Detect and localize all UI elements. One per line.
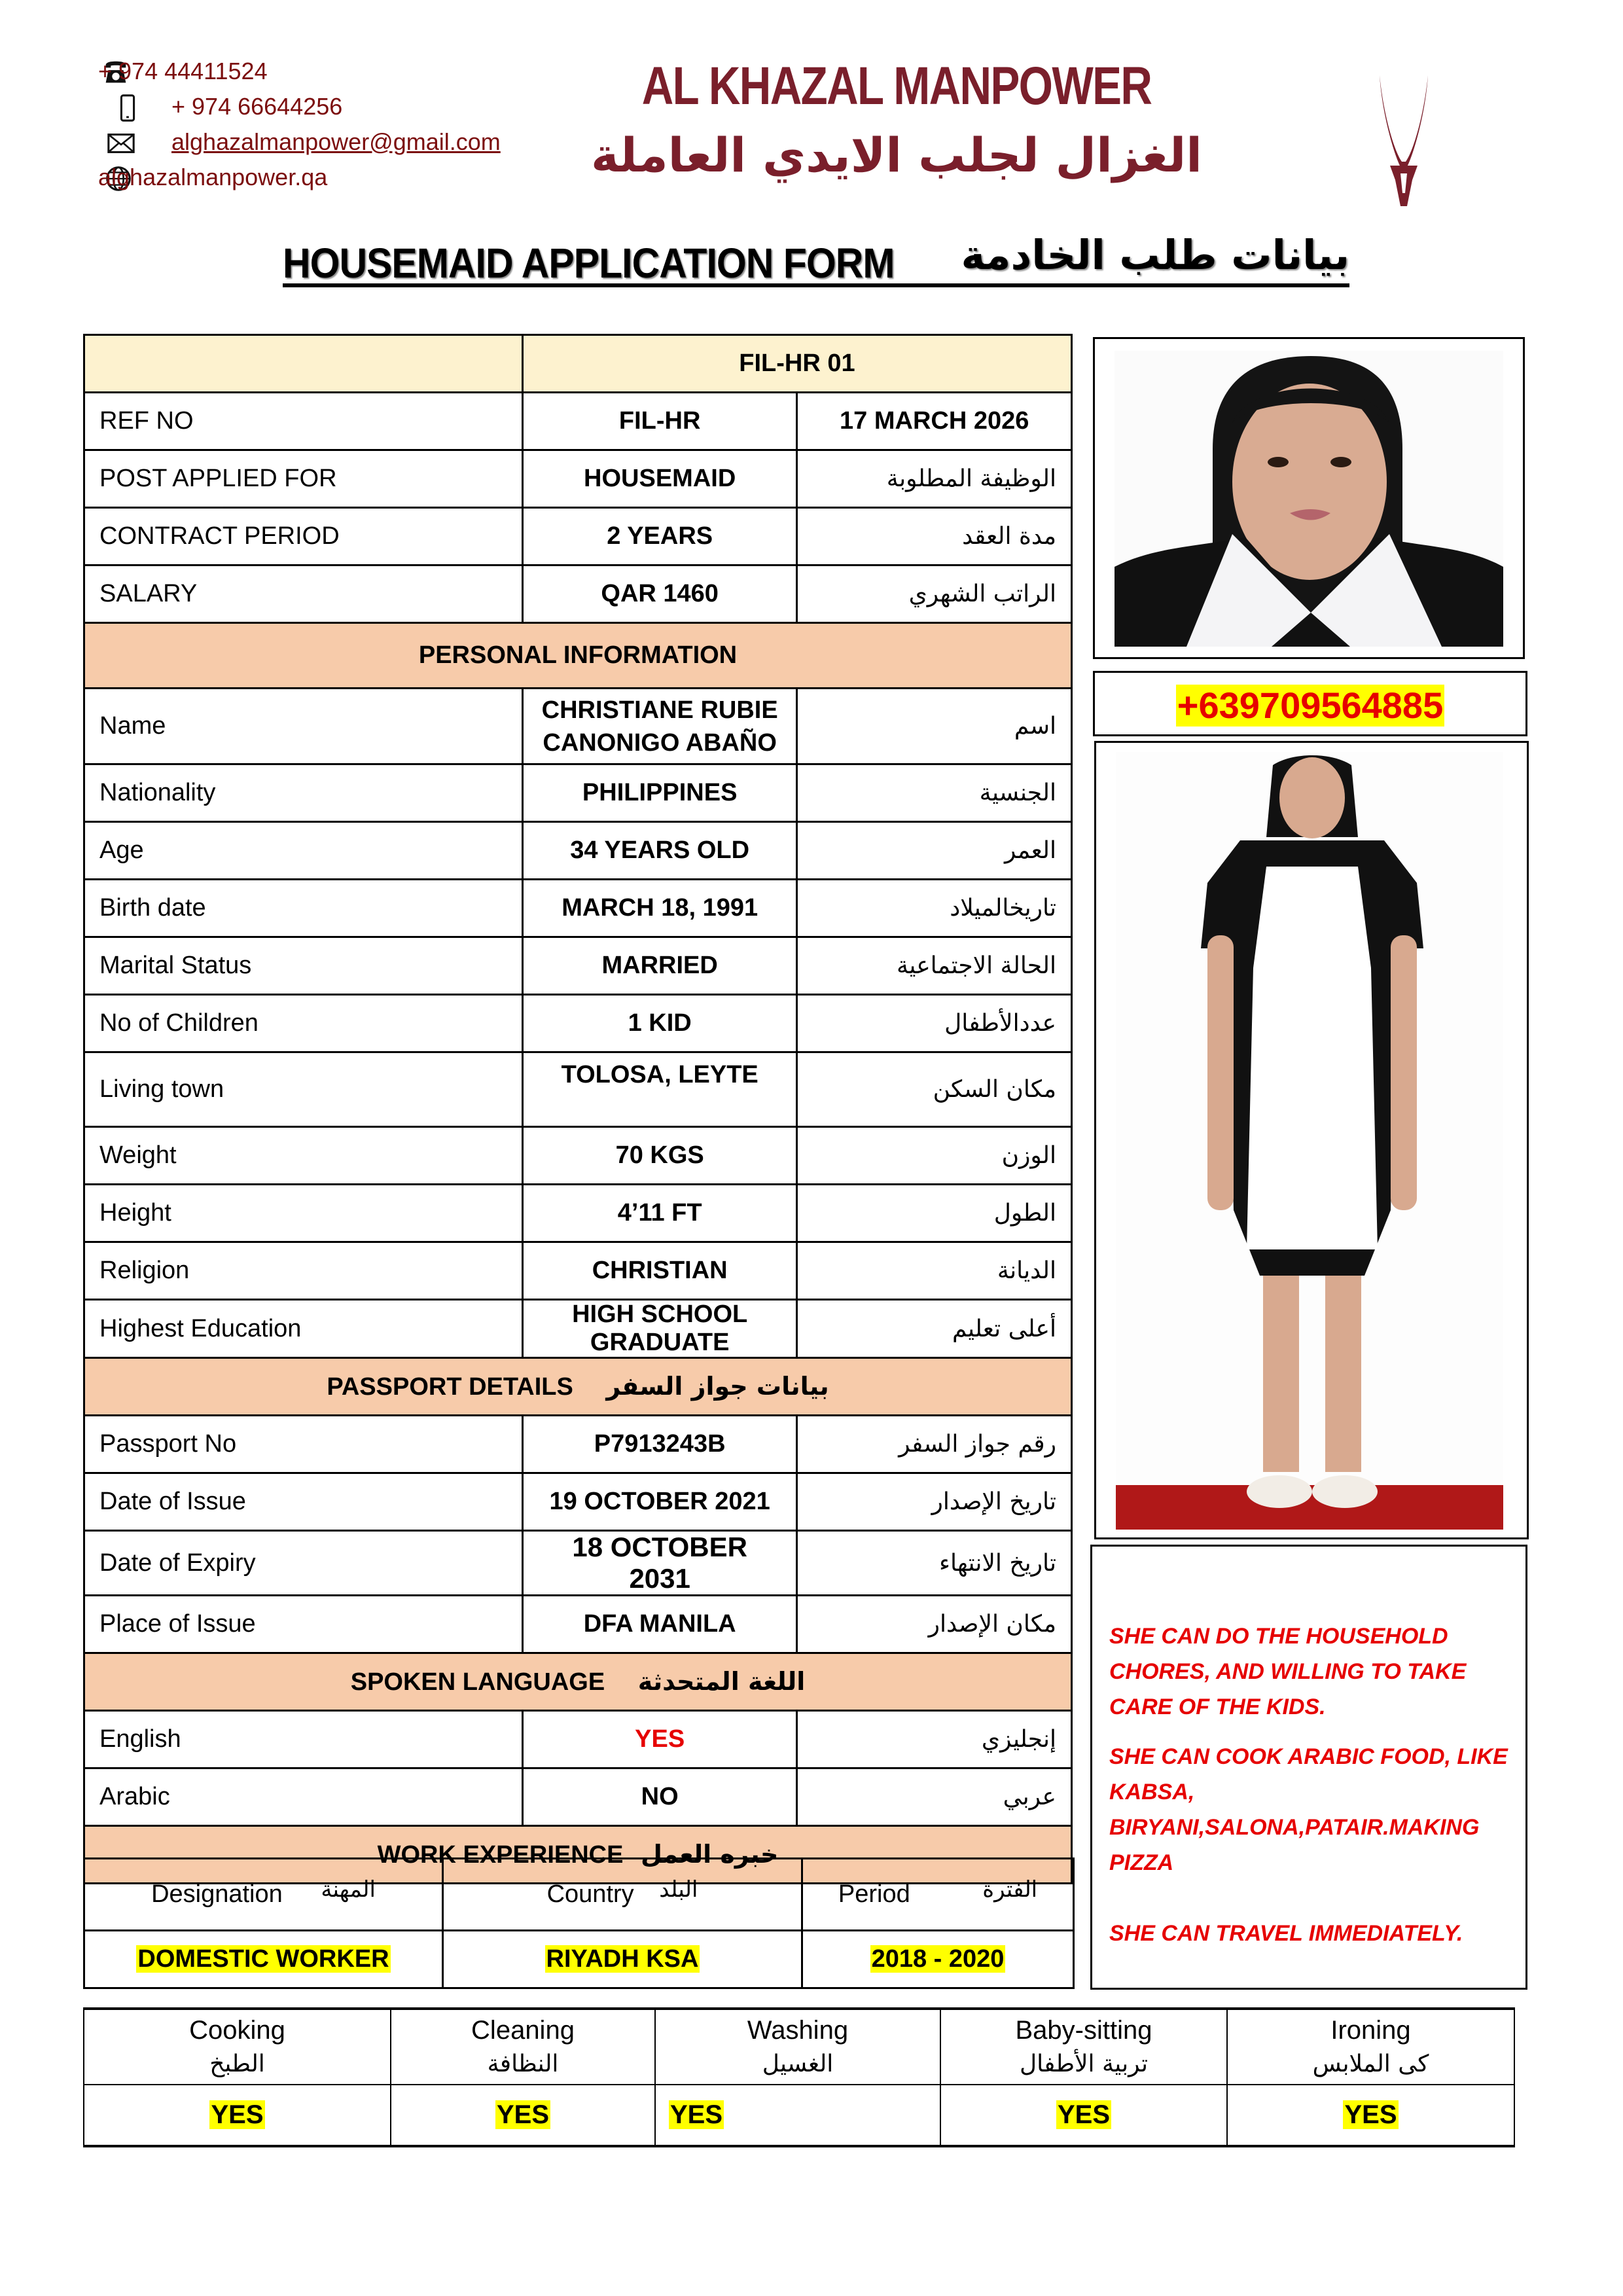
company-name-ar: الغزال لجلب الايدي العاملة — [591, 128, 1202, 183]
contact-block — [98, 54, 596, 195]
form-title-en: HOUSEMAID APPLICATION FORM — [283, 240, 895, 287]
header-ar: الفترة — [982, 1876, 1038, 1903]
expiry-date-label-ar: تاريخ الانتهاء — [797, 1531, 1072, 1596]
height-value: 4’11 FT — [522, 1185, 797, 1242]
salary-label-ar: الراتب الشهري — [797, 565, 1072, 623]
arabic-label-ar: عربي — [797, 1768, 1072, 1826]
issue-date-label: Date of Issue — [84, 1473, 523, 1531]
weight-label-ar: الوزن — [797, 1127, 1072, 1185]
marital-status-label-ar: الحالة الاجتماعية — [797, 937, 1072, 995]
issue-place-value: DFA MANILA — [522, 1596, 797, 1653]
living-town-value: TOLOSA, LEYTE — [522, 1052, 797, 1127]
envelope-icon — [106, 128, 136, 158]
table-row — [84, 937, 1072, 995]
table-row — [84, 1052, 1072, 1127]
height-label: Height — [84, 1185, 523, 1242]
issue-place-label-ar: مكان الإصدار — [797, 1596, 1072, 1653]
ref-row — [84, 393, 1072, 450]
marital-status-value: MARRIED — [522, 937, 797, 995]
form-code: FIL-HR 01 — [522, 335, 1071, 393]
skill-label-ar: تربية الأطفال — [1019, 2050, 1149, 2077]
children-label: No of Children — [84, 995, 523, 1052]
skill-label-ar: كى الملابس — [1312, 2050, 1429, 2077]
remark-2: SHE CAN COOK ARABIC FOOD, LIKE KABSA, BIRYANI,SALONA,PATAIR.MAKING PIZZA — [1109, 1744, 1508, 1875]
form-title — [283, 231, 1349, 287]
arabic-label: Arabic — [84, 1768, 523, 1826]
header-ar: المهنة — [321, 1876, 376, 1903]
section-title: PERSONAL INFORMATION — [84, 623, 1072, 689]
header-en: Country — [546, 1880, 634, 1908]
skill-ironing-header — [1227, 2009, 1514, 2085]
table-row — [84, 1711, 1072, 1768]
table-row — [84, 764, 1072, 822]
expiry-date-label: Date of Expiry — [84, 1531, 523, 1596]
form-title-ar: بيانات طلب الخادمة — [961, 231, 1349, 279]
name-line-2: CANONIGO ABAÑO — [543, 728, 777, 757]
birthdate-label-ar: تاريخالميلاد — [797, 880, 1072, 937]
skill-cooking-header — [84, 2009, 391, 2085]
birthdate-label: Birth date — [84, 880, 523, 937]
name-label-ar: اسم — [797, 689, 1072, 764]
section-passport-details — [84, 1358, 1072, 1416]
candidate-phone-box — [1093, 671, 1527, 736]
applicant-full-body-photo — [1116, 752, 1503, 1530]
mobile-row — [98, 89, 596, 124]
skill-cooking-value — [84, 2085, 391, 2146]
section-spoken-language — [84, 1653, 1072, 1711]
table-row — [84, 995, 1072, 1052]
skill-ironing-value — [1227, 2085, 1514, 2146]
section-personal-information — [84, 623, 1072, 689]
empty-cell — [84, 335, 523, 393]
skills-header-row — [84, 2009, 1514, 2085]
email-link[interactable]: alghazalmanpower@gmail.com — [171, 128, 501, 155]
work-header-row — [84, 1859, 1074, 1931]
english-value: YES — [522, 1711, 797, 1768]
section-title-ar: خبره العمل — [641, 1840, 779, 1869]
skill-babysitting-value — [940, 2085, 1227, 2146]
table-row — [84, 880, 1072, 937]
period-value: 2018 - 2020 — [871, 1945, 1005, 1973]
post-value: HOUSEMAID — [522, 450, 797, 508]
nationality-label-ar: الجنسية — [797, 764, 1072, 822]
designation-cell — [84, 1931, 443, 1988]
skill-washing-value — [655, 2085, 940, 2146]
table-row — [84, 1242, 1072, 1300]
remark-3: SHE CAN TRAVEL IMMEDIATELY. — [1109, 1921, 1463, 1946]
mobile-phone-icon — [113, 93, 143, 123]
header-ar: البلد — [659, 1876, 698, 1903]
post-label: POST APPLIED FOR — [84, 450, 523, 508]
form-code-row — [84, 335, 1072, 393]
table-row — [84, 1531, 1072, 1596]
company-brand — [569, 54, 1224, 191]
table-row — [84, 1185, 1072, 1242]
period-cell — [802, 1931, 1074, 1988]
table-row — [84, 1473, 1072, 1531]
skills-value-row — [84, 2085, 1514, 2146]
post-label-ar: الوظيفة المطلوبة — [797, 450, 1072, 508]
header-en: Period — [838, 1880, 910, 1908]
arabic-value: NO — [522, 1768, 797, 1826]
passport-no-label-ar: رقم جواز السفر — [797, 1416, 1072, 1473]
company-name-en: AL KHAZAL MANPOWER — [641, 56, 1152, 116]
landline-row — [98, 54, 596, 89]
skill-value: YES — [1057, 2100, 1111, 2129]
english-label-ar: إنجليزي — [797, 1711, 1072, 1768]
contract-label-ar: مدة العقد — [797, 508, 1072, 565]
designation-value: DOMESTIC WORKER — [137, 1945, 389, 1973]
header-en: Designation — [151, 1880, 283, 1908]
religion-label: Religion — [84, 1242, 523, 1300]
passport-no-value: P7913243B — [522, 1416, 797, 1473]
passport-no-label: Passport No — [84, 1416, 523, 1473]
work-row — [84, 1931, 1074, 1988]
section-title-en: SPOKEN LANGUAGE — [350, 1668, 605, 1696]
table-row — [84, 1596, 1072, 1653]
skill-label-ar: النظافة — [487, 2050, 559, 2077]
issue-place-label: Place of Issue — [84, 1596, 523, 1653]
age-label: Age — [84, 822, 523, 880]
skill-value: YES — [1344, 2100, 1397, 2129]
skill-label-en: Cooking — [189, 2015, 285, 2045]
religion-label-ar: الديانة — [797, 1242, 1072, 1300]
height-label-ar: الطول — [797, 1185, 1072, 1242]
expiry-date-value: 18 OCTOBER 2031 — [522, 1531, 797, 1596]
issue-date-label-ar: تاريخ الإصدار — [797, 1473, 1072, 1531]
skills-table — [83, 2007, 1515, 2147]
email-row — [98, 124, 596, 160]
period-header — [802, 1859, 1074, 1931]
table-row — [84, 1768, 1072, 1826]
table-row — [84, 1416, 1072, 1473]
children-label-ar: عددالأطفال — [797, 995, 1072, 1052]
name-label: Name — [84, 689, 523, 764]
skill-label-ar: الغسيل — [762, 2050, 834, 2077]
designation-header — [84, 1859, 443, 1931]
table-row — [84, 565, 1072, 623]
name-line-1: CHRISTIANE RUBIE — [541, 696, 778, 724]
issue-date-value: 19 OCTOBER 2021 — [522, 1473, 797, 1531]
table-row — [84, 822, 1072, 880]
skill-label-en: Baby-sitting — [1015, 2015, 1152, 2045]
skill-value: YES — [670, 2100, 723, 2129]
passport-photo-frame — [1093, 337, 1525, 659]
website-row — [98, 160, 596, 195]
skill-cleaning-value — [391, 2085, 655, 2146]
age-value: 34 YEARS OLD — [522, 822, 797, 880]
education-value: HIGH SCHOOL GRADUATE — [522, 1300, 797, 1358]
landline-number[interactable]: + 974 44411524 — [98, 58, 268, 84]
birthdate-value: MARCH 18, 1991 — [522, 880, 797, 937]
table-row — [84, 450, 1072, 508]
living-town-label: Living town — [84, 1052, 523, 1127]
salary-value: QAR 1460 — [522, 565, 797, 623]
salary-label: SALARY — [84, 565, 523, 623]
country-cell — [443, 1931, 802, 1988]
applicant-details-table — [83, 334, 1073, 1884]
living-town-label-ar: مكان السكن — [797, 1052, 1072, 1127]
country-header — [443, 1859, 802, 1931]
candidate-remarks — [1090, 1545, 1527, 1990]
full-body-photo-frame — [1094, 741, 1529, 1539]
skill-value: YES — [211, 2100, 264, 2129]
weight-label: Weight — [84, 1127, 523, 1185]
section-title — [84, 1653, 1072, 1711]
skill-babysitting-header — [940, 2009, 1227, 2085]
section-title — [84, 1358, 1072, 1416]
section-title-ar: اللغة المتحدثة — [637, 1667, 806, 1696]
children-value: 1 KID — [522, 995, 797, 1052]
section-title-ar: بيانات جواز السفر — [606, 1372, 829, 1401]
gazelle-logo-icon — [1374, 75, 1433, 206]
section-title-en: PASSPORT DETAILS — [327, 1373, 573, 1401]
skill-cleaning-header — [391, 2009, 655, 2085]
english-label: English — [84, 1711, 523, 1768]
contract-label: CONTRACT PERIOD — [84, 508, 523, 565]
applicant-portrait-photo — [1115, 351, 1503, 647]
website-link[interactable]: alghazalmanpower.qa — [98, 164, 328, 190]
mobile-number[interactable]: + 974 66644256 — [171, 93, 343, 120]
marital-status-label: Marital Status — [84, 937, 523, 995]
table-row — [84, 1127, 1072, 1185]
work-experience-table — [83, 1857, 1075, 1989]
skill-washing-header — [655, 2009, 940, 2085]
education-label: Highest Education — [84, 1300, 523, 1358]
skill-label-en: Washing — [747, 2015, 849, 2045]
remark-1: SHE CAN DO THE HOUSEHOLD CHORES, AND WILLING TO TAKE CARE OF THE KIDS. — [1109, 1624, 1467, 1719]
skill-value: YES — [496, 2100, 550, 2129]
weight-value: 70 KGS — [522, 1127, 797, 1185]
skill-label-en: Cleaning — [471, 2015, 575, 2045]
skill-label-en: Ironing — [1330, 2015, 1411, 2045]
table-row — [84, 689, 1072, 764]
religion-value: CHRISTIAN — [522, 1242, 797, 1300]
age-label-ar: العمر — [797, 822, 1072, 880]
country-value: RIYADH KSA — [546, 1945, 699, 1973]
nationality-label: Nationality — [84, 764, 523, 822]
section-title-en: WORK EXPERIENCE — [377, 1841, 624, 1869]
skill-label-ar: الطبخ — [209, 2050, 265, 2077]
name-value — [522, 689, 797, 764]
ref-value: FIL-HR — [522, 393, 797, 450]
ref-label: REF NO — [84, 393, 523, 450]
education-label-ar: أعلى تعليم — [797, 1300, 1072, 1358]
table-row — [84, 1300, 1072, 1358]
table-row — [84, 508, 1072, 565]
ref-date: 17 MARCH 2026 — [797, 393, 1072, 450]
nationality-value: PHILIPPINES — [522, 764, 797, 822]
candidate-phone-number[interactable]: +639709564885 — [1177, 685, 1444, 726]
contract-value: 2 YEARS — [522, 508, 797, 565]
